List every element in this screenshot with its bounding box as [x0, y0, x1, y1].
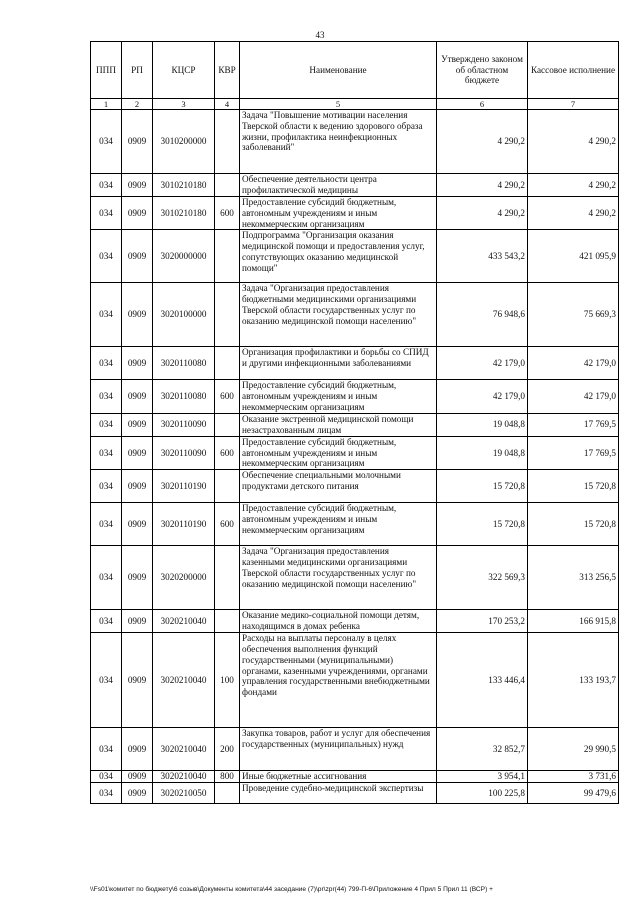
table-row	[91, 782, 619, 803]
cell-kvr: 600	[215, 436, 240, 469]
header-kcsr: КЦСР	[153, 42, 215, 99]
cell-approved: 133 446,4	[437, 633, 528, 728]
cell-approved: 322 569,3	[437, 546, 528, 610]
cell-ppp: 034	[91, 610, 122, 633]
cell-rp: 0909	[122, 470, 153, 503]
table-row	[91, 380, 619, 413]
cell-name: Предоставление субсидий бюджетным, автономным учреждениям и иным некоммерческим организациям	[240, 380, 437, 413]
cell-kvr: 600	[215, 197, 240, 230]
cell-executed: 166 915,8	[528, 610, 619, 633]
cell-kvr	[215, 470, 240, 503]
cell-executed: 42 179,0	[528, 347, 619, 380]
header-kvr: КВР	[215, 42, 240, 99]
cell-kcsr: 3020210040	[153, 728, 215, 771]
cell-approved: 15 720,8	[437, 470, 528, 503]
cell-rp: 0909	[122, 110, 153, 174]
cell-kcsr: 3020200000	[153, 546, 215, 610]
cell-ppp: 034	[91, 413, 122, 436]
cell-kcsr: 3020110090	[153, 436, 215, 469]
cell-name: Обеспечение специальными молочными продуктами детского питания	[240, 470, 437, 503]
cell-kvr: 600	[215, 380, 240, 413]
cell-executed: 421 095,9	[528, 230, 619, 283]
table-row	[91, 503, 619, 546]
cell-kvr	[215, 546, 240, 610]
cell-name: Задача "Организация предоставления бюджетными медицинскими организациями Тверской области государственных услуг по оказанию медицинской помощи населению"	[240, 283, 437, 347]
cell-approved: 170 253,2	[437, 610, 528, 633]
cell-approved: 42 179,0	[437, 347, 528, 380]
table-row	[91, 110, 619, 174]
page-number: 43	[315, 30, 325, 40]
table-row	[91, 771, 619, 783]
cell-ppp: 034	[91, 546, 122, 610]
cell-kcsr: 3020210040	[153, 633, 215, 728]
cell-name: Подпрограмма "Организация оказания медицинской помощи и предоставления услуг, сопутствующих оказанию медицинской помощи"	[240, 230, 437, 283]
cell-name: Предоставление субсидий бюджетным, автономным учреждениям и иным некоммерческим организациям	[240, 197, 437, 230]
cell-kvr	[215, 110, 240, 174]
cell-ppp: 034	[91, 174, 122, 197]
header-ppp: ППП	[91, 42, 122, 99]
cell-kvr: 100	[215, 633, 240, 728]
cell-rp: 0909	[122, 771, 153, 783]
cell-executed: 15 720,8	[528, 503, 619, 546]
cell-approved: 19 048,8	[437, 436, 528, 469]
cell-kvr: 200	[215, 728, 240, 771]
table-row	[91, 728, 619, 771]
cell-kvr	[215, 413, 240, 436]
cell-approved: 3 954,1	[437, 771, 528, 783]
cell-rp: 0909	[122, 174, 153, 197]
cell-kcsr: 3020110080	[153, 347, 215, 380]
table-row	[91, 413, 619, 436]
column-number: 3	[153, 99, 215, 110]
cell-kcsr: 3020210040	[153, 771, 215, 783]
cell-name: Предоставление субсидий бюджетным, автономным учреждениям и иным некоммерческим организациям	[240, 436, 437, 469]
cell-name: Предоставление субсидий бюджетным, автономным учреждениям и иным некоммерческим организациям	[240, 503, 437, 546]
cell-name: Закупка товаров, работ и услуг для обеспечения государственных (муниципальных) нужд	[240, 728, 437, 771]
cell-ppp: 034	[91, 470, 122, 503]
cell-approved: 32 852,7	[437, 728, 528, 771]
cell-ppp: 034	[91, 110, 122, 174]
cell-approved: 76 948,6	[437, 283, 528, 347]
cell-approved: 4 290,2	[437, 110, 528, 174]
cell-approved: 433 543,2	[437, 230, 528, 283]
cell-executed: 133 193,7	[528, 633, 619, 728]
cell-executed: 4 290,2	[528, 110, 619, 174]
cell-name: Расходы на выплаты персоналу в целях обеспечения выполнения функций государственными (муниципальными) органами, казенными учреждениями, органами управления государственными внебюджетными фондами	[240, 633, 437, 728]
column-number: 2	[122, 99, 153, 110]
cell-kcsr: 3020210040	[153, 610, 215, 633]
cell-kcsr: 3020110080	[153, 380, 215, 413]
cell-executed: 313 256,5	[528, 546, 619, 610]
cell-kcsr: 3020110190	[153, 470, 215, 503]
footer-file-path: \\Fs01\комитет по бюджету\6 созыв\Документы комитета\44 заседание (7)\pr\zpr(44) 799-П-6\Приложение 4 Прил 5 Прил 11 (ВСР) +	[90, 886, 493, 893]
table-row	[91, 347, 619, 380]
table-row	[91, 546, 619, 610]
cell-rp: 0909	[122, 633, 153, 728]
cell-kvr	[215, 174, 240, 197]
column-number-row	[91, 99, 619, 110]
cell-name: Задача "Повышение мотивации населения Тверской области к ведению здорового образа жизни, профилактика неинфекционных заболеваний"	[240, 110, 437, 174]
cell-kvr	[215, 782, 240, 803]
cell-executed: 99 479,6	[528, 782, 619, 803]
column-number: 4	[215, 99, 240, 110]
cell-rp: 0909	[122, 283, 153, 347]
cell-ppp: 034	[91, 771, 122, 783]
cell-rp: 0909	[122, 728, 153, 771]
cell-ppp: 034	[91, 633, 122, 728]
cell-kcsr: 3010200000	[153, 110, 215, 174]
cell-kvr	[215, 230, 240, 283]
cell-approved: 4 290,2	[437, 174, 528, 197]
cell-executed: 4 290,2	[528, 174, 619, 197]
cell-kvr: 800	[215, 771, 240, 783]
cell-executed: 17 769,5	[528, 413, 619, 436]
cell-kcsr: 3020000000	[153, 230, 215, 283]
cell-ppp: 034	[91, 197, 122, 230]
cell-rp: 0909	[122, 380, 153, 413]
column-number: 1	[91, 99, 122, 110]
table-row	[91, 197, 619, 230]
cell-kvr	[215, 610, 240, 633]
cell-approved: 42 179,0	[437, 380, 528, 413]
cell-approved: 4 290,2	[437, 197, 528, 230]
cell-rp: 0909	[122, 413, 153, 436]
cell-name: Оказание медико-социальной помощи детям, находящимся в домах ребенка	[240, 610, 437, 633]
cell-executed: 75 669,3	[528, 283, 619, 347]
header-name: Наименование	[240, 42, 437, 99]
cell-approved: 19 048,8	[437, 413, 528, 436]
cell-rp: 0909	[122, 197, 153, 230]
cell-approved: 15 720,8	[437, 503, 528, 546]
cell-executed: 42 179,0	[528, 380, 619, 413]
cell-rp: 0909	[122, 347, 153, 380]
header-rp: РП	[122, 42, 153, 99]
cell-name: Организация профилактики и борьбы со СПИД и другими инфекционными заболеваниями	[240, 347, 437, 380]
cell-kcsr: 3010210180	[153, 197, 215, 230]
cell-kvr	[215, 347, 240, 380]
cell-kcsr: 3020110190	[153, 503, 215, 546]
cell-executed: 29 990,5	[528, 728, 619, 771]
cell-kcsr: 3020210050	[153, 782, 215, 803]
table-row	[91, 174, 619, 197]
cell-name: Задача "Организация предоставления казенными медицинскими организациями Тверской области государственных услуг по оказанию медицинской помощи населению"	[240, 546, 437, 610]
cell-kcsr: 3020100000	[153, 283, 215, 347]
cell-executed: 4 290,2	[528, 197, 619, 230]
cell-kvr: 600	[215, 503, 240, 546]
column-number: 5	[240, 99, 437, 110]
cell-rp: 0909	[122, 782, 153, 803]
table-row	[91, 610, 619, 633]
cell-name: Оказание экстренной медицинской помощи незастрахованным лицам	[240, 413, 437, 436]
cell-name: Проведение судебно-медицинской экспертизы	[240, 782, 437, 803]
cell-ppp: 034	[91, 380, 122, 413]
cell-kcsr: 3010210180	[153, 174, 215, 197]
cell-executed: 17 769,5	[528, 436, 619, 469]
cell-approved: 100 225,8	[437, 782, 528, 803]
cell-executed: 15 720,8	[528, 470, 619, 503]
cell-kvr	[215, 283, 240, 347]
cell-ppp: 034	[91, 436, 122, 469]
cell-ppp: 034	[91, 782, 122, 803]
header-executed: Кассовое исполнение	[528, 42, 619, 99]
cell-rp: 0909	[122, 436, 153, 469]
cell-executed: 3 731,6	[528, 771, 619, 783]
cell-ppp: 034	[91, 230, 122, 283]
table-header-row	[91, 42, 619, 99]
column-number: 6	[437, 99, 528, 110]
cell-rp: 0909	[122, 503, 153, 546]
cell-rp: 0909	[122, 546, 153, 610]
table-row	[91, 470, 619, 503]
column-number: 7	[528, 99, 619, 110]
cell-rp: 0909	[122, 610, 153, 633]
cell-ppp: 034	[91, 283, 122, 347]
cell-rp: 0909	[122, 230, 153, 283]
budget-table	[90, 41, 619, 804]
table-row	[91, 283, 619, 347]
cell-ppp: 034	[91, 503, 122, 546]
cell-name: Иные бюджетные ассигнования	[240, 771, 437, 783]
cell-ppp: 034	[91, 347, 122, 380]
table-row	[91, 230, 619, 283]
cell-kcsr: 3020110090	[153, 413, 215, 436]
cell-ppp: 034	[91, 728, 122, 771]
table-row	[91, 436, 619, 469]
table-row	[91, 633, 619, 728]
header-approved: Утверждено законом об областном бюджете	[437, 42, 528, 99]
cell-name: Обеспечение деятельности центра профилактической медицины	[240, 174, 437, 197]
